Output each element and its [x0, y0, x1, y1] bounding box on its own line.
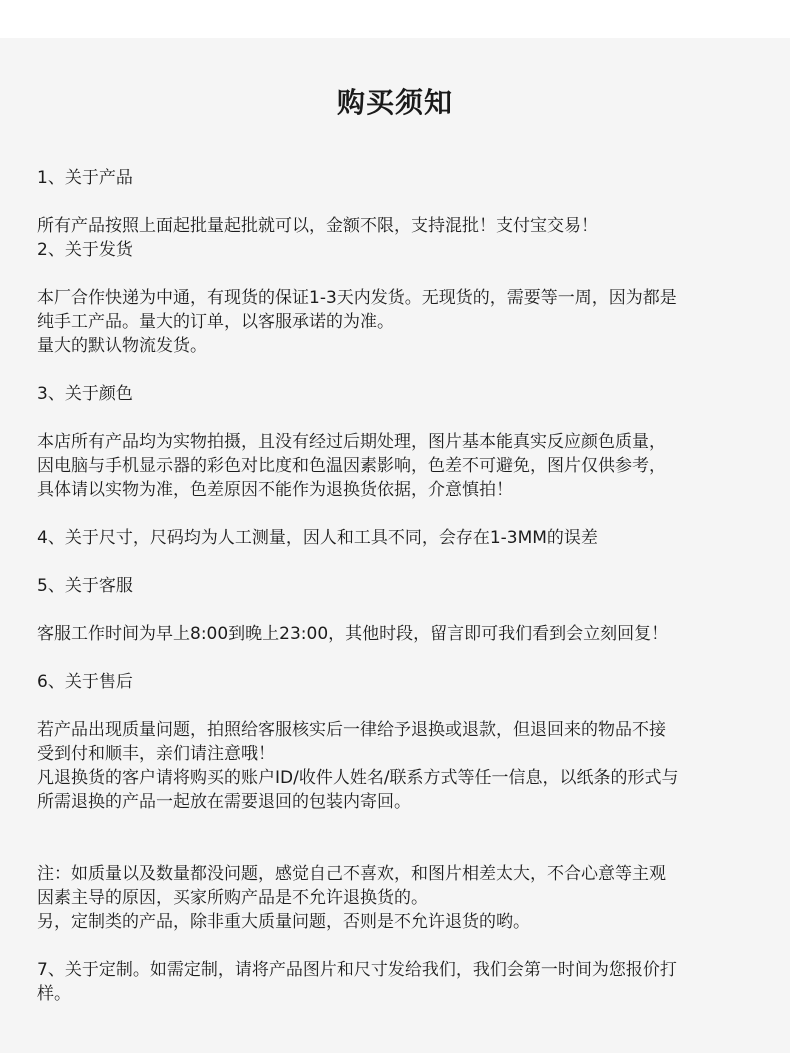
section-heading: 1、关于产品 — [37, 168, 133, 188]
section-text: 受到付和顺丰，亲们请注意哦！ — [37, 744, 275, 764]
spacer — [37, 598, 767, 622]
spacer — [37, 694, 767, 718]
section-text: 7、关于定制。如需定制，请将产品图片和尺寸发给我们，我们会第一时间为您报价打 — [37, 960, 677, 980]
spacer — [37, 358, 767, 382]
section-text: 客服工作时间为早上8:00到晚上23:00，其他时段，留言即可我们看到会立刻回复！ — [37, 624, 669, 644]
spacer — [37, 646, 767, 670]
section-text: 纯手工产品。量大的订单，以客服承诺的为准。 — [37, 312, 394, 332]
spacer — [37, 934, 767, 958]
section-heading: 2、关于发货 — [37, 240, 133, 260]
section-text: 因电脑与手机显示器的彩色对比度和色温因素影响，色差不可避免，图片仅供参考， — [37, 456, 666, 476]
spacer — [37, 406, 767, 430]
section-text: 具体请以实物为准，色差原因不能作为退换货依据，介意慎拍！ — [37, 480, 513, 500]
spacer — [37, 502, 767, 526]
section-heading: 4、关于尺寸，尺码均为人工测量，因人和工具不同，会存在1-3MM的误差 — [37, 528, 598, 548]
spacer — [37, 550, 767, 574]
section-text: 本店所有产品均为实物拍摄，且没有经过后期处理，图片基本能真实反应颜色质量， — [37, 432, 666, 452]
section-text: 样。 — [37, 984, 71, 1004]
spacer — [37, 262, 767, 286]
section-text: 凡退换货的客户请将购买的账户ID/收件人姓名/联系方式等任一信息，以纸条的形式与 — [37, 768, 679, 788]
page-title: 购买须知 — [336, 86, 453, 119]
note-text: 另，定制类的产品，除非重大质量问题，否则是不允许退货的哟。 — [37, 912, 530, 932]
section-heading: 5、关于客服 — [37, 576, 133, 596]
note-text: 注：如质量以及数量都没问题，感觉自己不喜欢，和图片相差太大，不合心意等主观 — [37, 864, 666, 884]
section-text: 所有产品按照上面起批量起批就可以，金额不限，支持混批！支付宝交易！ — [37, 216, 598, 236]
section-text: 本厂合作快递为中通，有现货的保证1-3天内发货。无现货的，需要等一周，因为都是 — [37, 288, 677, 308]
section-text: 若产品出现质量问题，拍照给客服核实后一律给予退换或退款，但退回来的物品不接 — [37, 720, 666, 740]
note-text: 因素主导的原因，买家所购产品是不允许退换货的。 — [37, 888, 428, 908]
section-text: 量大的默认物流发货。 — [37, 336, 207, 356]
section-text: 所需退换的产品一起放在需要退回的包装内寄回。 — [37, 792, 411, 812]
section-heading: 6、关于售后 — [37, 672, 133, 692]
spacer — [37, 190, 767, 214]
spacer — [37, 838, 767, 862]
section-heading: 3、关于颜色 — [37, 384, 133, 404]
notice-content — [37, 166, 767, 1006]
spacer — [37, 814, 767, 838]
